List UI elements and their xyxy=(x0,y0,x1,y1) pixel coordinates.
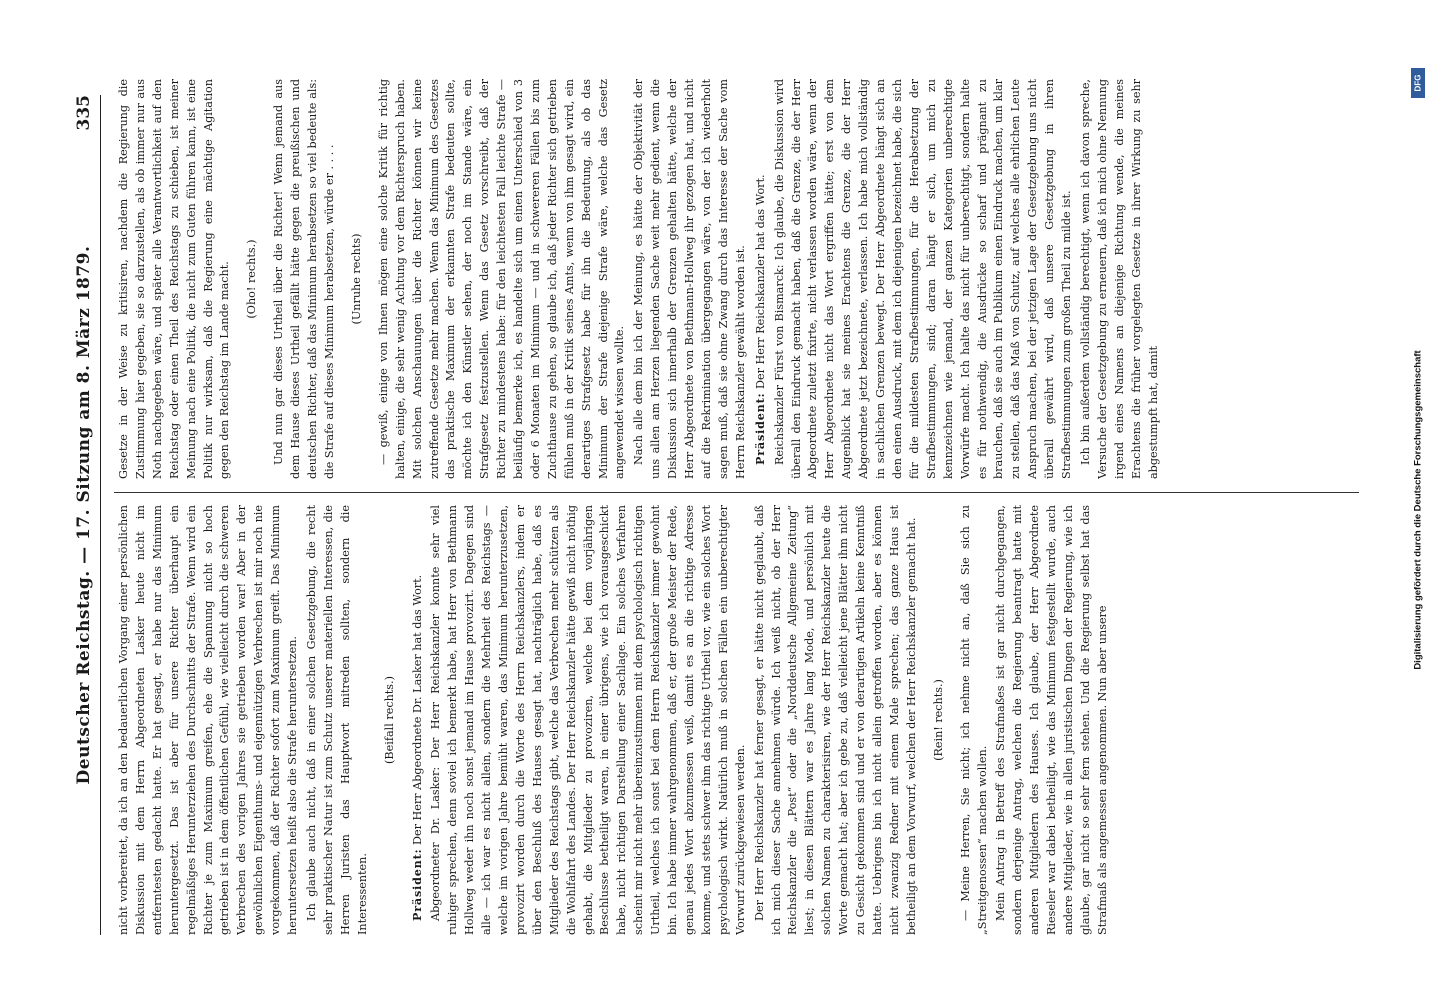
right-column xyxy=(116,79,1366,479)
paragraph: Mein Antrag in Betreff des Strafmaßes ist gar nicht durchgegangen, sondern derjenige Antrag, welchen die Regierung beantragt hatte mit anderen Mitgliedern des Hauses. Ich glaube, der Herr Abgeordnete Rieseler war dabei betheiligt, wie das Minimum festgestellt wurde, auch andere Mitglieder, wie in allen juristischen Dingen der Regierung, wie ich glaube, gar nicht so sehr fern stehen. Und die Regierung selbst hat das Strafmaß als angemessen angenommen. Nun aber unsere xyxy=(994,505,1109,935)
president-remark xyxy=(752,79,770,479)
paragraph: Ich glaube auch nicht, daß in einer solchen Gesetzgebung, die recht sehr praktischer Natur ist zum Schutz unserer materiellen Interessen, die Herren Juristen das Hauptwort mitreden sollten, sondern die Interessenten. xyxy=(304,505,369,935)
dfg-logo: DFG xyxy=(1411,68,1425,98)
running-header xyxy=(68,95,101,935)
speaker-label: Präsident: xyxy=(409,848,424,921)
column-rule xyxy=(114,492,1359,493)
speaker-label: Präsident: xyxy=(752,392,767,465)
page-number: 335 xyxy=(74,95,94,131)
paragraph: Nach alle dem bin ich der Meinung, es hätte der Objektivität der uns allen am Herzen liegenden Sache weit mehr gedient, wenn die Diskussion sich innerhalb der Grenzen gehalten hätte, welche der Herr Abgeordnete von Bethmann-Hollweg ihr gezogen hat, und nicht auf die Rekrimination übergegangen wäre, von der ich wiederholt sagen muß, daß sie ohne Zwang durch das Interesse der Sache vom Herrn Reichskanzler gewählt worden ist. xyxy=(632,79,747,479)
president-text: Der Herr Reichskanzler hat das Wort. xyxy=(753,174,767,389)
paragraph: Reichskanzler Fürst von Bismarck: Ich glaube, die Diskussion wird überall den Eindruck gemacht haben, daß die Grenze, die der Herr Abgeordnete zuletzt fixirte, nicht verlassen worden wäre, wenn der Herr Abgeordnete nicht das Wort ergriffen hätte; erst von dem Augenblick hat sie meines Erachtens die Grenze, die der Herr Abgeordnete jetzt bezeichnete, verlassen. Ich habe mich vollständig in sachlichen Grenzen bewegt. Der Herr Abgeordnete hängt sich an den einen Ausdruck, mit dem ich diejenigen bezeichnet habe, die sich für die mildesten Strafbestimmungen, für die Herabsetzung der Strafbestimmungen, sind; daran hängt er sich, um mich zu kennzeichnen wie jemand, der ganzen Kategorien unberechtigte Vorwürfe macht. Ich halte das nicht für unberechtigt, sondern halte es für nothwendig, die Ausdrücke so scharf und prägnant zu brauchen, daß sie auch im Publikum einen Eindruck machen, um klar zu stellen, daß das Maß von Schutz, auf welches alle ehrlichen Leute Anspruch machen, bei der jetzigen Lage der Gesetzgebung uns nicht überall gewährt wird, daß unsere Gesetzgebung in ihren Strafbestimmungen zum großen Theil zu milde ist. xyxy=(772,79,1074,479)
president-remark xyxy=(409,505,427,935)
paragraph: Und nun gar dieses Urtheil über die Richter! Wenn jemand aus dem Hause dieses Urtheil gefällt hätte gegen die preußischen und deutschen Richter, daß das Minimum herabsetzen so viel bedeute als: die Strafe auf dieses Minimum herabsetzen, würde er . . . . xyxy=(272,79,336,479)
paragraph: Abgeordneter Dr. Lasker: Der Herr Reichskanzler konnte sehr viel ruhiger sprechen, denn soviel ich bemerkt habe, hat Herr von Bethmann Hollweg weder ihn noch sonst jemand im Hause provozirt. Dagegen sind alle — ich war es nicht allein, sondern die Mehrheit des Reichstags — welche im vorigen Jahre bemüht waren, das Minimum herunterzusetzen, provozirt worden durch die Worte des Herrn Reichskanzlers, indem er über den Beschluß des Hauses gesagt hat, nachträglich habe, daß es Mitglieder des Reichstags gibt, welche das Verbrechen mehr schützen als die Wohlfahrt des Landes. Der Herr Reichskanzler hätte gewiß nicht nöthig gehabt, die Mitglieder zu provoziren, welche bei dem vorjährigen Beschlusse betheiligt waren, in einer übrigens, wie ich vorausgeschickt habe, nicht richtigen Darstellung einer Sachlage. Ein solches Verfahren scheint mir nicht mehr übereinzustimmen mit dem psychologisch richtigen Urtheil, welches ich sonst bei dem Herrn Reichskanzler immer gewohnt bin. Ich habe immer wahrgenommen, daß er, der große Meister der Rede, genau jedes Wort abzumessen weiß, damit es an die richtige Adresse komme, und stets schwer ihm das richtige Urtheil vor, wie ein solches Wort psychologisch wirkt. Natürlich muß in solchen Fällen ein unberechtigter Vorwurf zurückgewiesen werden. xyxy=(429,505,747,935)
scanned-page xyxy=(46,35,1386,965)
reaction: (Oho! rechts.) xyxy=(245,239,259,319)
paragraph: — gewiß, einige von Ihnen mögen eine solche Kritik für richtig halten, einige, die sehr wenig Achtung vor dem Richterspruch haben. Mit solchen Anschauungen über die Richter können wir keine zutreffende Gesetze mehr machen. Wenn das Minimum des Gesetzes das praktische Maximum der erkannten Strafe bedeuten sollte, möchte ich den Künstler sehen, der noch im Stande wäre, ein Strafgesetz festzustellen. Wenn das Gesetz vorschreibt, daß der Richter zu mindestens habe: für den leichtesten Fall leichte Strafe — beiläufig bemerke ich, es handelte sich um einen Unterschied von 3 oder 6 Monaten im Minimum — und in schwereren Fällen bis zum Zuchthause zu gehen, so glaube ich, daß jeder Richter sich getrieben fühlen muß in der Kritik seines Amts, wenn von ihm gesagt wird, ein derartiges Strafgesetz habe für ihn die Bedeutung, als ob das Minimum der Strafe diejenige Strafe wäre, welche das Gesetz angewendet wissen wollte. xyxy=(376,79,627,479)
header-title: Deutscher Reichstag. — 17. Sitzung am 8. März 1879. xyxy=(74,245,94,785)
president-text: Der Herr Abgeordnete Dr. Lasker hat das Wort. xyxy=(410,574,424,845)
left-column xyxy=(116,505,1366,935)
paragraph: nicht vorbereitet, da ich an den bedauerlichen Vorgang einer persönlichen Diskussion mit dem Herrn Abgeordneten Lasker heute nicht im entferntesten gedacht hatte. Er hat gesagt, er habe nur das Minimum heruntergesetzt. Das ist aber für unsere Richter überhaupt ein regelmäßiges Herunterziehen des Durchschnitts der Strafe. Wenn wird ein Richter je zum Maximum greifen, ehe die Spannung nicht so hoch getrieben ist in dem öffentlichen Gefühl, wie vielleicht durch die schweren Verbrechen des vorigen Jahres sie getrieben worden war! Aber in der gewöhnlichen Eigenthums- und eigennützigen Verbrechen ist mir noch nie vorgekommen, daß der Richter sofort zum Maximum greift. Das Minimum heruntersetzen heißt also die Strafe heruntersetzen. xyxy=(117,505,300,935)
paragraph: Der Herr Reichskanzler hat ferner gesagt, er hätte nicht geglaubt, daß ich mich dieser Sache annehmen würde. Ich weiß nicht, ob der Herr Reichskanzler die „Post“ oder die „Norddeutsche Allgemeine Zeitung“ liest; in diesen Blättern war es Jahre lang Mode, und persönlich mit solchen Namen zu charakterisiren, wie der Herr Reichskanzler heute die Worte gemacht hat; aber ich gebe zu, daß vielleicht jene Blätter ihm nicht zu Gesicht gekommen sind und er von derartigen Artikeln keine Kenntniß hatte. Uebrigens bin ich nicht allein getroffen worden, aber es können nicht zwanzig Redner mit einem Male sprechen; das ganze Haus ist betheiligt an dem Vorwurf, welchen der Herr Reichskanzler gemacht hat. xyxy=(752,505,918,935)
digitization-credit xyxy=(1406,60,1430,960)
reaction: (Unruhe rechts) xyxy=(349,233,363,325)
paragraph: Gesetze in der Weise zu kritisiren, nachdem die Regierung die Zustimmung hier gegeben, sie so darzustellen, als ob immer nur aus Noth nachgegeben wäre, und später alle Verantwortlichkeit auf den Reichstag oder einen Theil des Reichstags zu schieben, ist meiner Meinung nach eine Politik, die nicht zum Guten führen kann, ist eine Politik nur wirksam, daß die Regierung eine mächtige Agitation gegen den Reichstag im Lande macht. xyxy=(117,79,232,479)
paragraph: Ich bin außerdem vollständig berechtigt, wenn ich davon spreche, Versuche der Gesetzgebung zu erneuern, daß ich mich ohne Nennung irgend eines Namens an diejenige Richtung wende, die meines Erachtens die früher vorgelegten Gesetze in ihrer Wirkung zu sehr abgestumpft hat, damit xyxy=(1078,79,1160,479)
credit-text: Digitalisierung gefördert durch die Deutsche Forschungsgemeinschaft xyxy=(1412,350,1424,670)
reaction: (Rein! rechts.) xyxy=(931,679,945,761)
paragraph: — Meine Herren, Sie nicht; ich nehme nicht an, daß Sie sich zu „Streitgenossen“ machen wollen. xyxy=(958,505,989,935)
reaction: (Beifall rechts.) xyxy=(382,676,396,764)
